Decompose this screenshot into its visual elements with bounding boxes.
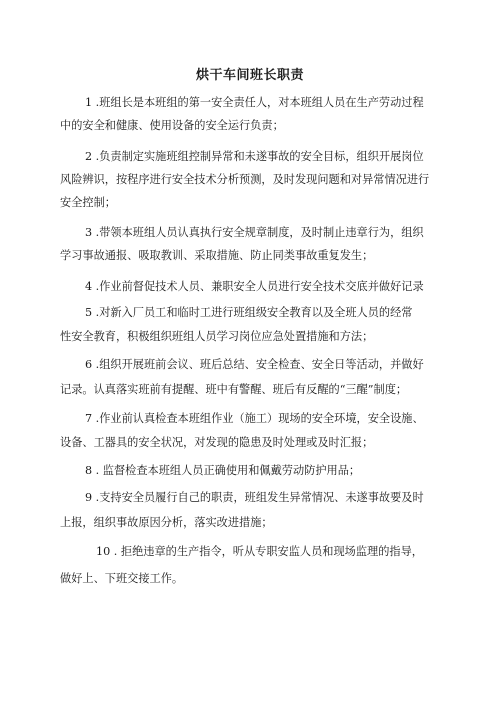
item-7-line-2: 设备、工器具的安全状况，对发现的隐患及时处理或及时汇报； (60, 436, 374, 449)
item-10-line-1: 10 . 拒绝违章的生产指令，听从专职安监人员和现场监理的指导， (96, 545, 423, 558)
item-8-line-1: 8 . 监督检查本班组人员正确使用和佩戴劳动防护用品； (85, 464, 361, 477)
item-3-line-1: 3 .带领本班组人员认真执行安全规章制度，及时制止违章行为，组织 (85, 226, 424, 239)
item-4-line-1: 4 .作业前督促技术人员、兼职安全人员进行安全技术交底并做好记录 (85, 280, 424, 293)
item-1-line-1: 1 .班组长是本班组的第一安全责任人，对本班组人员在生产劳动过程 (85, 96, 424, 109)
item-5-line-1: 5 .对新入厂员工和临时工进行班组级安全教育以及全班人员的经常 (85, 306, 413, 319)
item-3-line-2: 学习事故通报、吸取教训、采取措施、防止同类事故重复发生； (60, 249, 374, 262)
item-7-line-1: 7 .作业前认真检查本班组作业（施工）现场的安全环境，安全设施、 (85, 412, 424, 425)
item-2-line-3: 安全控制； (60, 196, 116, 209)
item-9-line-1: 9 .支持安全员履行自己的职责，班组发生异常情况、未遂事故要及时 (85, 491, 424, 504)
item-2-line-2: 风险辨识，按程序进行安全技术分析预测，及时发现问题和对异常情况进行 (60, 173, 430, 186)
item-5-line-2: 性安全教育，积极组织班组人员学习岗位应急处置措施和方法； (60, 330, 374, 343)
item-2-line-1: 2 .负责制定实施班组控制异常和未遂事故的安全目标，组织开展岗位 (85, 150, 424, 163)
item-6-line-1: 6 .组织开展班前会议、班后总结、安全检查、安全日等活动，并做好 (85, 358, 424, 371)
item-6-line-2: 记录。认真落实班前有提醒、班中有警醒、班后有反醒的“三醒”制度； (60, 383, 408, 396)
item-9-line-2: 上报，组织事故原因分析，落实改进措施； (60, 516, 273, 529)
item-1-line-2: 中的安全和健康、使用设备的安全运行负责； (60, 119, 284, 132)
document-title: 烘干车间班长职责 (195, 68, 304, 83)
item-10-line-2: 做好上、下班交接工作。 (60, 572, 184, 585)
